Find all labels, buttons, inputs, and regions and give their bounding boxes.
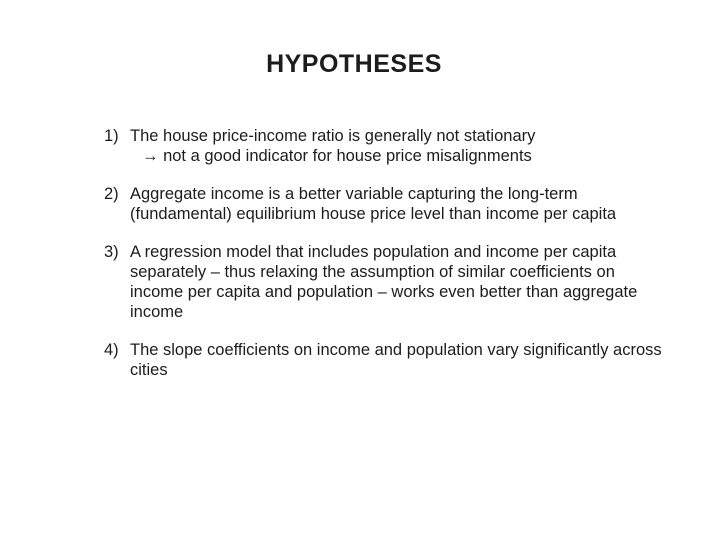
list-item-number: 3) — [104, 243, 119, 261]
list-item — [104, 242, 664, 322]
slide-title: HYPOTHESES — [266, 50, 442, 78]
list-item-number: 2) — [104, 185, 119, 203]
list-item-subtext: → not a good indicator for house price misalignments — [142, 147, 532, 165]
list-item — [104, 126, 664, 166]
list-item-text: Aggregate income is a better variable capturing the long-term (fundamental) equilibrium house price level than income per capita — [130, 185, 617, 223]
hypotheses-list — [104, 126, 664, 398]
list-item-text: A regression model that includes population and income per capita separately – thus relaxing the assumption of similar coefficients on income per capita and population – works even better than aggregate income — [130, 243, 638, 321]
list-item-number: 4) — [104, 341, 119, 359]
list-item-text: The house price-income ratio is generally not stationary — [130, 127, 536, 145]
list-item-text: The slope coefficients on income and population vary significantly across cities — [130, 341, 662, 379]
list-item — [104, 184, 664, 224]
list-item-body — [130, 126, 664, 166]
list-item — [104, 340, 664, 380]
list-item-number: 1) — [104, 127, 119, 145]
